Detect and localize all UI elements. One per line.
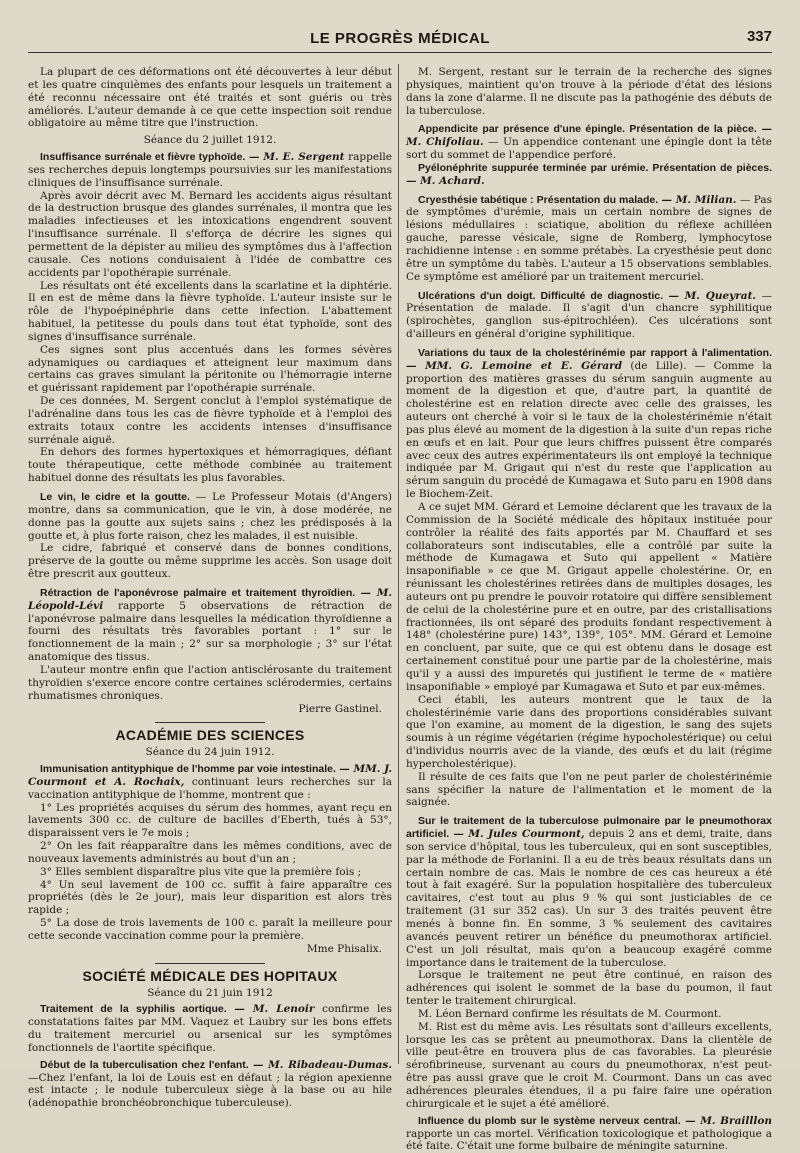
article-cholesterinemie: [406, 347, 772, 501]
article-text: — Un appendice contenant une épingle dont la tête sort du sommet de l'appendice perforé.: [406, 136, 772, 162]
article-text: montre, dans sa communication, que le vin, à dose modérée, ne donne pas la goutte aux sujets sains ; chez les prédisposés à la goutte et, à plus forte raison, chez les malades, il est nuisible.: [28, 503, 392, 542]
left-column: [28, 66, 393, 1110]
page-number: 337: [746, 28, 772, 45]
article-heading: Rétraction de l'aponévrose palmaire et traitement thyroïdien.: [40, 586, 356, 599]
article-heading: Immunisation antityphique de l'homme par voie intestinale.: [40, 763, 336, 776]
column-divider: [398, 64, 399, 1064]
paragraph: Ceci établi, les auteurs montrent que le taux de la cholestérinémie varie dans des proportions considérables suivant que l'on examine, au moment de la digestion, le sang des sujets soumis à un régime végétarien (régime hypocholestérique) ou celui d'individus nourris avec de la viande, des œufs et du lait (régime hypercholestérique).: [406, 693, 772, 770]
list-item: 1° Les propriétés acquises du sérum des hommes, ayant reçu en lavements 300 cc. de culture de bacilles d'Eberth, tués à 53°, disparaissent vers le 7e mois ;: [28, 801, 392, 840]
article-author: — MM. J. Courmont et A. Rochaix,: [28, 763, 392, 788]
article-text: — Présentation de malade. Il s'agit d'un chancre syphilitique (spirochètes, ganglion sus-épitrochléen). Ces ulcérations sont d'ailleurs en général d'origine syphilitique.: [406, 289, 773, 341]
section-title-societe: SOCIÉTÉ MÉDICALE DES HOPITAUX: [82, 967, 338, 984]
article-heading: Insuffisance surrénale et fièvre typhoïde.: [40, 151, 246, 164]
paragraph: Après avoir décrit avec M. Bernard les accidents aigus résultant de la destruction brusque des glandes surrénales, il montra que les maladies infectieuses et les intoxications engendrent souvent l'insuffisance surrénale. Il s'efforça de décrire les signes qui permettent de la dépister au milieu des symptômes dus à l'affection causale. Ces notions conduisaient à l'idée de combattre ces accidents par l'opothérapie surrénale.: [28, 189, 392, 279]
article-text: rapporte un cas mortel. Vérification toxicologique et pathologique a été faite. C'était une forme bulbaire de méningite saturnine.: [406, 1127, 772, 1153]
list-item: 4° Un seul lavement de 100 cc. suffit à faire apparaître ces propriétés (dès le 2e jour), mais leur disparition est alors très rapide ;: [28, 878, 392, 917]
article-immunisation: [28, 763, 392, 802]
session-date: Séance du 24 juin 1912.: [145, 746, 275, 759]
article-author: — Le Professeur Motais (d'Angers): [195, 491, 392, 503]
article-author: — M. Ribadeau-Dumas.: [253, 1058, 392, 1071]
article-author: — M. Jules Courmont,: [453, 828, 585, 841]
article-cryesthesie: [406, 194, 772, 284]
paragraph: M. Léon Bernard confirme les résultats de M. Courmont.: [418, 1007, 722, 1020]
article-author: — M. Brailllon: [685, 1114, 772, 1127]
article-heading: Sur le traitement de la tuberculose pulmonaire par le pneumothorax artificiel.: [406, 815, 772, 841]
article-heading: Pyélonéphrite suppurée terminée par urémie. Présentation de pièces.: [418, 161, 772, 174]
paragraph: L'auteur montre enfin que l'action antisclérosante du traitement thyroïdien s'exerce encore contre certaines sclérodermies, certains rhumatismes chroniques.: [28, 663, 392, 702]
list-item: 3° Elles semblent disparaître plus vite que la première fois ;: [40, 865, 362, 878]
article-plomb: [406, 1115, 772, 1153]
article-text: —Chez l'enfant, la loi de Louis est en défaut ; la région apexienne est intacte ; le nodule tuberculeux siège à la base ou au hile (adénopathie bronchéobronchique tuberculeuse).: [28, 1071, 392, 1110]
article-author: — M. Chifoliau.: [406, 123, 772, 149]
intro-paragraph: La plupart de ces déformations ont été découvertes à leur début et les quatre cinquièmes des enfants pour lesquels un traitement a été reconnu nécessaire ont été traités et sont guéris ou très améliorés. L'auteur demande à ce que cette inspection soit rendue obligatoire au même titre que l'instruction.: [28, 66, 392, 130]
paragraph: M. Rist est du même avis. Les résultats sont d'ailleurs excellents, lorsque les cas se prêtent au pneumothorax. Dans la clientèle de ville peut-être en trouvera plus de cas favorables. La pleurésie sérofibrineuse, survenant au cours du pneumothorax, n'est peut-être pas aussi grave que le croit M. Courmont. Dans un cas avec adhérences pleurales étendues, il a pu faire faire une opération chirurgicale et le sujet a été amélioré.: [406, 1020, 772, 1110]
article-text: rapporte 5 observations de rétraction de l'aponévrose palmaire dans lesquelles la médication thyroïdienne a fourni des résultats très favorables portant : 1° sur le fonctionnement de la main ; 2° sur sa morphologie ; 3° sur l'état anatomique des tissus.: [28, 599, 392, 664]
paragraph: Les résultats ont été excellents dans la scarlatine et la diphtérie. Il en est de même dans la fièvre typhoïde. L'auteur insiste sur le rôle de l'hypoépinéphrie dans cette infection. L'abattement habituel, la petitesse du pouls dans tout état typhoïde, sont des signes d'insuffisance surrénale.: [28, 279, 392, 343]
article-heading: Appendicite par présence d'une épingle. Présentation de la pièce.: [418, 123, 757, 136]
article-text: — Pas de symptômes d'urémie, mais un certain nombre de signes de lésions médullaires : sciatique, abolition du réflexe achilléen gauche, paresse vésicale, signe de Romberg, lymphocytose rachidienne intense : en somme prétabès. La cryesthésie peut donc être un symptôme du tabès. L'auteur a 15 observations semblables. Ce symptôme est amélioré par un traitement mercuriel.: [406, 193, 772, 283]
paragraph: Ces signes sont plus accentués dans les formes sévères adynamiques ou cardiaques et atteignent leur maximum dans certains cas graves simulant la péritonite ou l'hémorragie interne et guérissant rapidement par l'opothérapie surrénale.: [28, 343, 392, 395]
paragraph: De ces données, M. Sergent conclut à l'emploi systématique de l'adrénaline dans tous les cas de fièvre typhoïde et à l'emploi des extraits totaux contre les accidents intenses d'insuffisance surrénale aiguë.: [28, 395, 392, 446]
paragraph: Le cidre, fabriqué et conservé dans de bonnes conditions, préserve de la goutte ou même supprime les accès. Son usage doit être prescrit aux goutteux.: [28, 542, 392, 581]
article-heading: Traitement de la syphilis aortique.: [40, 1003, 227, 1016]
signature: Pierre Gastinel.: [298, 702, 382, 715]
article-text: confirme les constatations faites par MM. Vaquez et Laubry sur les bons effets du traitement mercuriel ou arsenical sur les symptômes fonctionnels de l'aortite spécifique.: [28, 1003, 392, 1054]
article-heading: Début de la tuberculisation chez l'enfant.: [40, 1058, 249, 1071]
article-tuberculisation: [28, 1059, 392, 1110]
list-item: 5° La dose de trois lavements de 100 c. paraît la meilleure pour cette seconde vaccination comme pour la première.: [28, 917, 392, 942]
article-author: — MM. G. Lemoine et E. Gérard: [406, 359, 623, 372]
section-divider: [155, 722, 265, 723]
article-syphilis: [28, 1003, 392, 1054]
right-column: [406, 66, 773, 1153]
article-text: continuant leurs recherches sur la vaccination antityphique de l'homme, montrent que :: [28, 775, 393, 801]
article-appendicite: [406, 123, 772, 162]
signature: Mme Phisalix.: [306, 942, 382, 955]
article-heading: Variations du taux de la cholestérinémie par rapport à l'alimentation.: [418, 346, 772, 359]
article-heading: Influence du plomb sur le système nerveux central.: [418, 1114, 681, 1127]
paragraph: M. Sergent, restant sur le terrain de la recherche des signes physiques, maintient qu'on trouve à la période d'état des lésions dans la zone d'alarme. Il ne discute pas la pathogénie des débuts de la tuberculose.: [406, 66, 772, 117]
session-date: Séance du 2 juillet 1912.: [143, 134, 277, 147]
article-heading: Cryesthésie tabétique : Présentation du malade.: [418, 193, 659, 206]
article-ulcerations: [406, 290, 772, 341]
article-author: — M. Milian.: [661, 193, 737, 206]
article-text: depuis 2 ans et demi, traite, dans son service d'hôpital, tous les tuberculeux, qui en sont susceptibles, par la méthode de Forlanini. Il a eu de très beaux résultats dans un certain nombre de cas. Mais le nombre de ces cas heureux a été tout à fait exagéré. Sur la population hospitalière des tuberculeux cavitaires, c'est tout au plus 9 % qui sont justiciables de ce traitement (31 sur 352 cas). Un sur 3 des traités peuvent être menés à bonne fin. En somme, 3 % seulement des cavitaires avancés peuvent retirer un bénéfice du pneumothorax artificiel. C'est un joli résultat, mais qu'on a beaucoup exagéré comme importance dans le traitement de la tuberculose.: [406, 828, 772, 969]
paragraph: Lorsque le traitement ne peut être continué, en raison des adhérences qui isolent le sommet de la base du poumon, il faut tenter le traitement chirurgical.: [406, 969, 772, 1008]
article-author: — M. Lenoir: [234, 1003, 315, 1016]
section-title-academie: ACADÉMIE DES SCIENCES: [115, 727, 305, 744]
article-author: — M. E. Sergent: [248, 151, 345, 164]
running-title: LE PROGRÈS MÉDICAL: [310, 30, 490, 47]
article-insuffisance: [28, 151, 392, 190]
list-item: 2° On les fait réapparaître dans les mêmes conditions, avec de nouveaux lavements administrés au bout d'un an ;: [28, 840, 392, 865]
article-vin: [28, 491, 392, 542]
article-author: — M. Achard.: [406, 174, 485, 187]
article-author: — M. Léopold-Lévi: [28, 586, 393, 612]
article-text: (de Lille). — Comme la proportion des matières grasses du sérum sanguin augmente au moment de la digestion et que, d'autre part, la quantité de cholestérine est en relation directe avec celle des graisses, les auteurs ont cherché à voir si le taux de la cholestérinémie n'était pas plus élevé au moment de la digestion à la suite d'un repas riche en œufs et en lait. Pour que leurs chiffres puissent être comparés avec ceux des autres expérimentateurs ils ont employé la technique indiquée par M. Grigaut qui n'est du reste que l'application au sérum sanguin du procédé de Kumagawa et Suto paru en 1908 dans le Biochem-Zeit.: [406, 359, 773, 501]
article-pneumothorax: [406, 815, 772, 969]
paragraph: En dehors des formes hypertoxiques et hémorragiques, défiant toute thérapeutique, cette méthode combinée au traitement habituel donne des résultats les plus favorables.: [28, 446, 392, 485]
paragraph: A ce sujet MM. Gérard et Lemoine déclarent que les travaux de la Commission de la Société médicale des hôpitaux instituée pour contrôler la réalité des faits apportés par M. Chauffard et ses collaborateurs sont indiscutables, elle a contrôlé par suite la méthode de Kumagawa et Suto qui appellent « Matière insaponifiable » ce que M. Grigaut appelle cholestérine. Or, en réunissant les cholestérines retirées dans de multiples dosages, les auteurs ont pu prendre le pouvoir rotatoire qui diffère sensiblement de celui de la cholestérine pure et en outre, par des cristallisations fractionnées, ils ont séparé des produits fondant respectivement à 148° (cholestérine pure) 143°, 139°, 105°. MM. Gérard et Lemoine en concluent, par suite, que ce qui est obtenu dans le dosage est certainement constitué pour une partie par de la cholestérine, mais qu'il y a aussi des impuretés qui justifient le terme de « matière insaponifiable » employé par Kumagawa et Suto et par eux-mêmes.: [406, 501, 772, 693]
page-header: [28, 22, 772, 53]
article-text: rappelle ses recherches depuis longtemps poursuivies sur les manifestations cliniques de l'insuffisance surrénale.: [28, 151, 393, 189]
session-date: Séance du 21 juin 1912: [147, 986, 273, 999]
article-retraction: [28, 587, 392, 664]
article-author: — M. Queyrat.: [668, 289, 757, 302]
section-divider: [155, 963, 265, 964]
article-pyelonephrite: [406, 162, 772, 188]
article-heading: Ulcérations d'un doigt. Difficulté de diagnostic.: [418, 289, 664, 302]
article-heading: Le vin, le cidre et la goutte.: [40, 491, 190, 503]
paragraph: Il résulte de ces faits que l'on ne peut parler de cholestérinémie sans spécifier la nature de l'alimentation et le moment de la saignée.: [406, 770, 772, 809]
